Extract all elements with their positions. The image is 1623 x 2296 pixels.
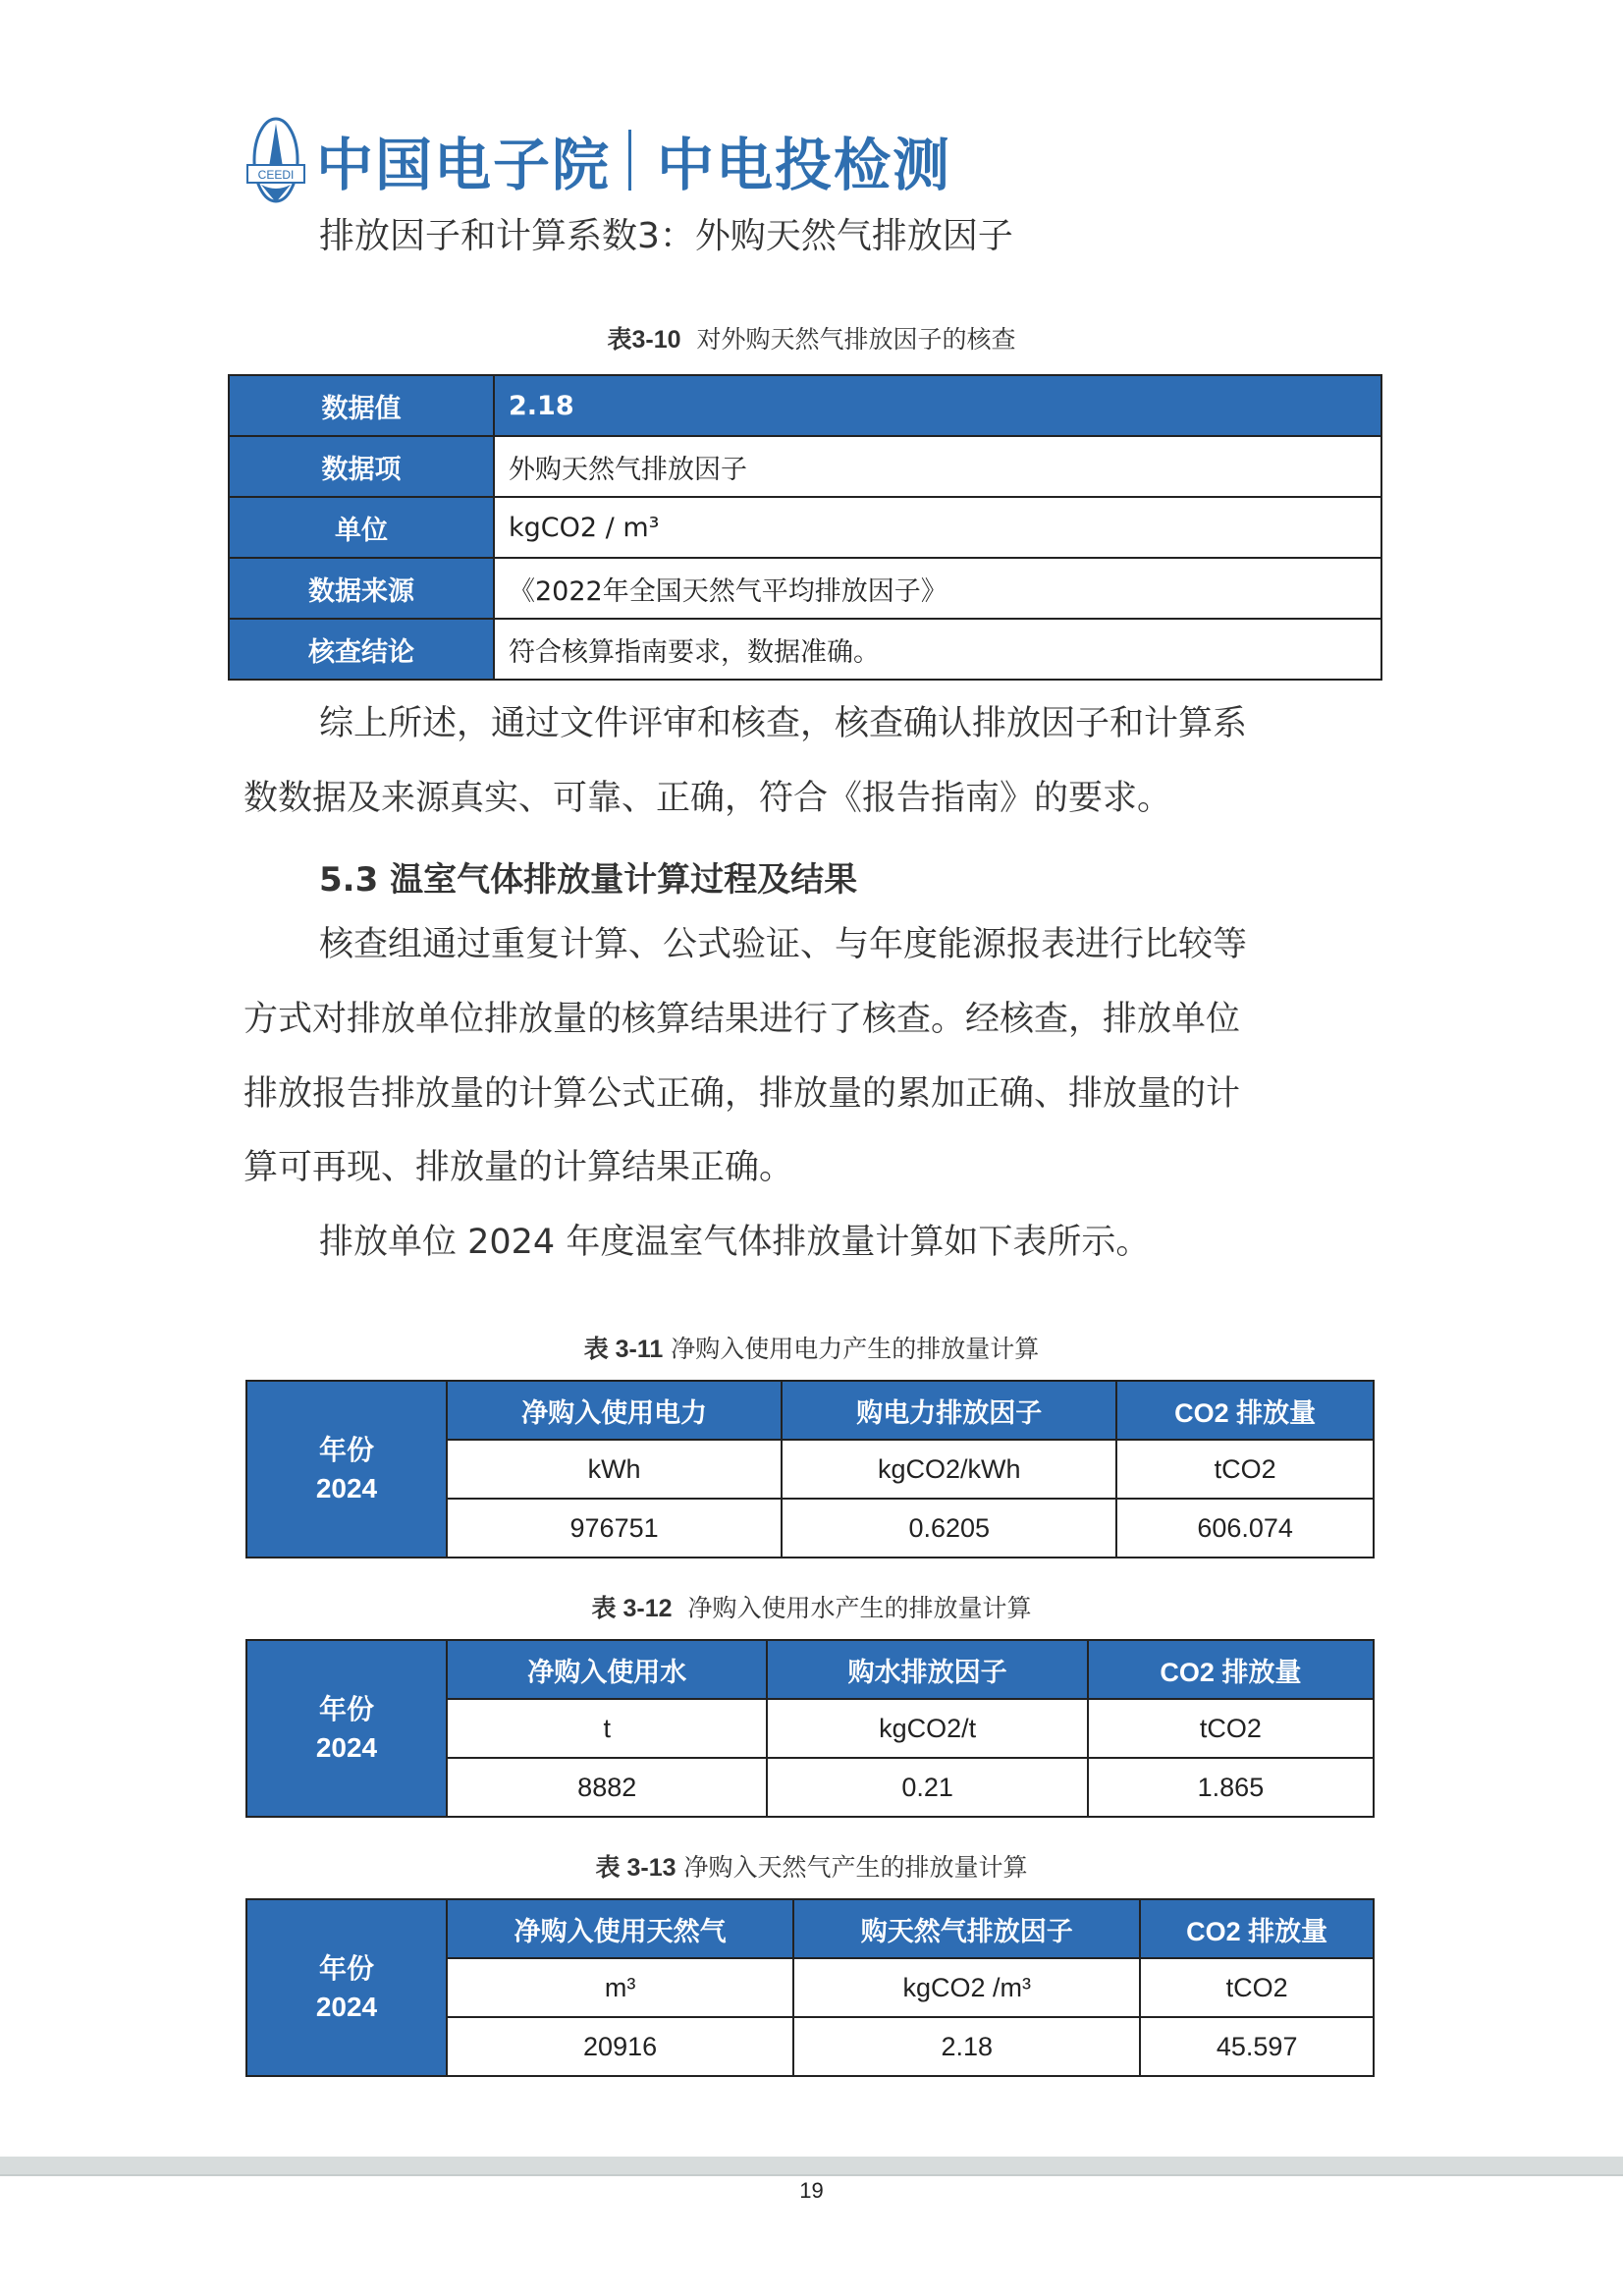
row-label: 数据值: [229, 375, 494, 436]
para-line: 方式对排放单位排放量的核算结果进行了核查。经核查，排放单位: [243, 1000, 1241, 1039]
table-3-13-caption: 表 3-13 净购入天然气产生的排放量计算: [595, 1853, 1028, 1882]
section-5-3-heading: 5.3 温室气体排放量计算过程及结果: [319, 860, 858, 900]
value-cell: 0.6205: [782, 1499, 1116, 1558]
value-cell: 0.21: [767, 1758, 1087, 1817]
column-header: CO2 排放量: [1140, 1899, 1374, 1958]
column-header: 净购入使用水: [447, 1640, 767, 1699]
page-number: 19: [799, 2178, 824, 2203]
row-value: 《2022年全国天然气平均排放因子》: [494, 558, 1381, 619]
value-cell: 606.074: [1116, 1499, 1374, 1558]
table-row: [229, 497, 1381, 558]
column-header: 购天然气排放因子: [793, 1899, 1140, 1958]
table-3-11-caption: 表 3-11 净购入使用电力产生的排放量计算: [583, 1335, 1040, 1363]
para-line: 核查组通过重复计算、公式验证、与年度能源报表进行比较等: [319, 925, 1248, 964]
table-row: [229, 558, 1381, 619]
summary-line-2: 数数据及来源真实、可靠、正确，符合《报告指南》的要求。: [243, 779, 1172, 818]
table-3-12-caption: 表 3-12 净购入使用水产生的排放量计算: [591, 1594, 1032, 1622]
table-3-12: [245, 1639, 1375, 1818]
table-3-11: [245, 1380, 1375, 1558]
para-line: 算可再现、排放量的计算结果正确。: [243, 1148, 794, 1187]
row-label: 核查结论: [229, 619, 494, 680]
year-cell: 年份 2024: [246, 1381, 447, 1558]
table-3-13: [245, 1898, 1375, 2077]
unit-cell: tCO2: [1140, 1958, 1374, 2017]
value-cell: 8882: [447, 1758, 767, 1817]
org-name-primary: 中国电子院: [316, 132, 612, 198]
table-row: [229, 375, 1381, 436]
value-cell: 45.597: [1140, 2017, 1374, 2076]
org-name-secondary: 中电投检测: [657, 132, 952, 198]
table-row: [229, 619, 1381, 680]
column-header: 净购入使用电力: [447, 1381, 782, 1440]
unit-cell: t: [447, 1699, 767, 1758]
header-logo: [243, 116, 951, 204]
value-cell: 20916: [447, 2017, 793, 2076]
footer-bar: [0, 2157, 1623, 2176]
column-header: CO2 排放量: [1116, 1381, 1374, 1440]
intro-line: 排放单位 2024 年度温室气体排放量计算如下表所示。: [319, 1223, 1151, 1262]
section-title: 排放因子和计算系数3：外购天然气排放因子: [319, 216, 1013, 256]
summary-line-1: 综上所述，通过文件评审和核查，核查确认排放因子和计算系: [319, 704, 1248, 743]
table-row: [229, 436, 1381, 497]
row-value: kgCO2 / m³: [494, 497, 1381, 558]
unit-cell: kWh: [447, 1440, 782, 1499]
column-header: 净购入使用天然气: [447, 1899, 793, 1958]
row-value: 外购天然气排放因子: [494, 436, 1381, 497]
table-3-10-caption: 表3-10 对外购天然气排放因子的核查: [607, 325, 1016, 354]
value-cell: 2.18: [793, 2017, 1140, 2076]
year-cell: 年份 2024: [246, 1899, 447, 2076]
para-line: 排放报告排放量的计算公式正确，排放量的累加正确、排放量的计: [243, 1074, 1241, 1114]
row-label: 数据来源: [229, 558, 494, 619]
ceedi-tower-icon: [243, 116, 308, 204]
row-label: 数据项: [229, 436, 494, 497]
unit-cell: tCO2: [1088, 1699, 1374, 1758]
unit-cell: kgCO2/kWh: [782, 1440, 1116, 1499]
value-cell: 1.865: [1088, 1758, 1374, 1817]
svg-text:CEEDI: CEEDI: [257, 168, 295, 182]
unit-cell: m³: [447, 1958, 793, 2017]
column-header: 购电力排放因子: [782, 1381, 1116, 1440]
table-3-10: [228, 374, 1382, 681]
row-value: 符合核算指南要求，数据准确。: [494, 619, 1381, 680]
row-value: 2.18: [494, 375, 1381, 436]
value-cell: 976751: [447, 1499, 782, 1558]
unit-cell: kgCO2 /m³: [793, 1958, 1140, 2017]
row-label: 单位: [229, 497, 494, 558]
column-header: CO2 排放量: [1088, 1640, 1374, 1699]
column-header: 购水排放因子: [767, 1640, 1087, 1699]
year-cell: 年份 2024: [246, 1640, 447, 1817]
unit-cell: kgCO2/t: [767, 1699, 1087, 1758]
logo-divider: [628, 130, 631, 191]
unit-cell: tCO2: [1116, 1440, 1374, 1499]
